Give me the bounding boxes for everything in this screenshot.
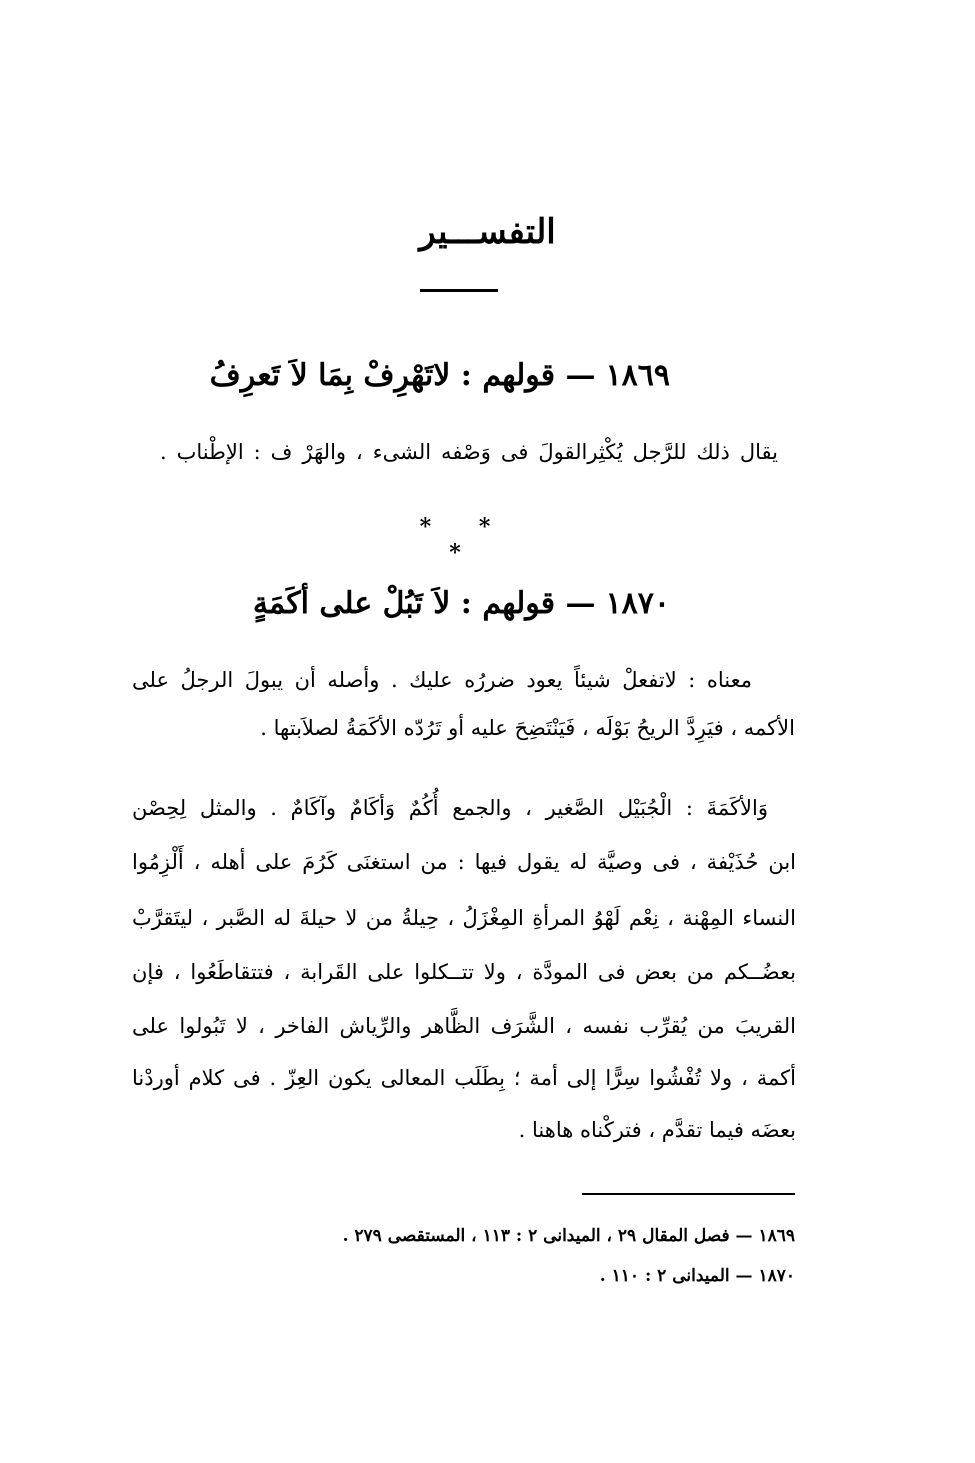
entry-1869-paragraph xyxy=(160,440,778,472)
entry-heading-text: — قولهم : لاَ تَبُلْ على أكَمَةٍ xyxy=(252,586,596,621)
text-line: معناه : لاتفعلْ شيئاً يعود ضررُه عليك . وأصله أن يبولَ الرجلُ على xyxy=(132,668,752,692)
text-line: ابن حُذَيْفة ، فى وصيَّة له يقول فيها : من استغنَى كَرُمَ على أهله ، أَلْزِمُوا xyxy=(132,850,796,874)
section-separator: * * * xyxy=(419,514,511,566)
entry-heading-text: — قولهم : لاتَهْرِفْ بِمَا لاَ تَعرِفُ xyxy=(209,358,596,393)
text-line: وَالأكَمَةَ : الْجُبَيْل الصَّغير ، والجمع أُكُمٌ وَأكَامٌ وآكَامٌ . والمثل لِحِصْن xyxy=(132,796,768,820)
footnote-rule xyxy=(582,1193,795,1195)
text-line: يقال ذلك للرَّجل يُكْثِرالقولَ فى وَصْفه الشىء ، والهَرْ ف : الإطْناب . xyxy=(160,440,778,464)
text-line: بعضَه فيما تقدَّم ، فتركْناه هاهنا . xyxy=(518,1118,796,1142)
entry-1870-paragraph-1-line-1 xyxy=(132,668,752,700)
entry-heading-1869 xyxy=(150,358,670,393)
entry-1870-paragraph-2-line-4 xyxy=(132,960,796,992)
entry-number: ١٨٧٠ xyxy=(605,586,670,621)
entry-1870-paragraph-2-line-5 xyxy=(132,1014,796,1046)
page-title: التفســـير xyxy=(419,212,556,252)
text-line: بعضُــكم من بعض فى المودَّة ، ولا تتــكلوا على القَرابة ، فتتقاطَعُوا ، فإن xyxy=(132,960,796,984)
text-line: القريبَ من يُقرِّب نفسه ، الشَّرَف الظَّاهر والرِّياش الفاخر ، لا تَبُولوا على xyxy=(132,1014,796,1038)
footnote-1870: ١٨٧٠ — الميدانى ٢ : ١١٠ . xyxy=(599,1266,795,1286)
title-rule xyxy=(420,289,498,292)
entry-heading-1870 xyxy=(150,586,670,621)
entry-1870-paragraph-2-line-6 xyxy=(132,1066,796,1098)
entry-1870-paragraph-2-line-7 xyxy=(440,1118,796,1150)
entry-1870-paragraph-2-line-2 xyxy=(132,850,796,882)
footnote-1869: ١٨٦٩ — فصل المقال ٢٩ ، الميدانى ٢ : ١١٣ ، المستقصى ٢٧٩ . xyxy=(342,1226,795,1246)
entry-number: ١٨٦٩ xyxy=(605,358,670,393)
text-line: أكمة ، ولا تُفْشُوا سِرًّا إلى أمة ؛ بِطَلَب المعالى يكون العِزّ . فى كلام أوردْنا xyxy=(132,1066,796,1090)
entry-1870-paragraph-1-line-2 xyxy=(185,716,795,748)
entry-1870-paragraph-2-line-1 xyxy=(132,796,768,828)
entry-1870-paragraph-2-line-3 xyxy=(132,906,796,938)
text-line: النساء المِهْنة ، نِعْم لَهْوُ المرأةِ المِغْزَلُ ، حِيلةُ من لا حيلةَ له الصَّبر ، ليتَقرَّبْ xyxy=(132,906,796,930)
text-line: الأكمه ، فيَرِدَّ الريحُ بَوْلَه ، فَيَنْتَضِحَ عليه أو تَرُدّه الأكَمَةُ لصلاَبتها . xyxy=(260,716,795,740)
